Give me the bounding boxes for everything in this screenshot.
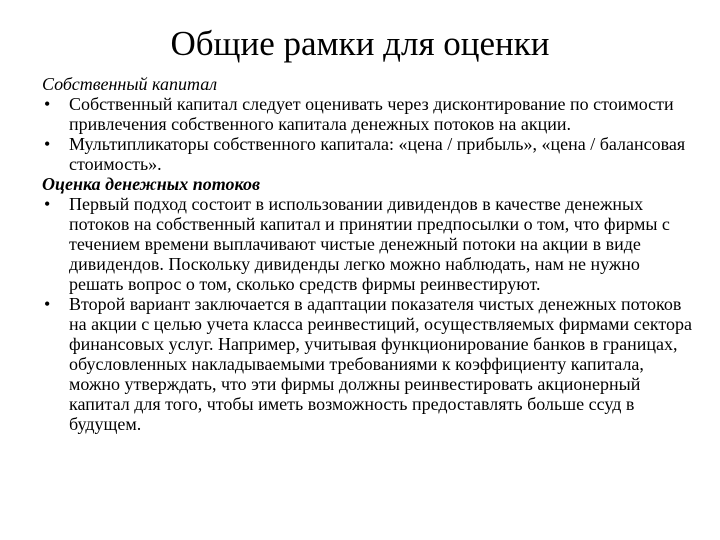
bullet-marker: • [44, 194, 51, 214]
slide-content [42, 74, 692, 434]
bullet-text: Собственный капитал следует оценивать через дисконтирование по стоимости привлечения собственного капитала денежных потоков на акции. [69, 94, 674, 134]
bullet-item [42, 94, 692, 134]
bullet-text: Мультипликаторы собственного капитала: «цена / прибыль», «цена / балансовая стоимость». [69, 134, 686, 174]
bullet-item [42, 194, 692, 294]
bullet-text: Второй вариант заключается в адаптации показателя чистых денежных потоков на акции с целью учета класса реинвестиций, осуществляемых фирмами сектора финансовых услуг. Например, учитывая функционирование банков в границах, обусловленных накладываемыми требованиями к коэффициенту капитала, можно утверждать, что эти фирмы должны реинвестировать акционерный капитал для того, чтобы иметь возможность предоставлять больше ссуд в будущем. [69, 294, 692, 434]
bullet-item [42, 134, 692, 174]
section-heading-cash-flows: Оценка денежных потоков [42, 174, 260, 194]
section-heading-equity: Собственный капитал [42, 74, 218, 94]
bullet-marker: • [44, 294, 51, 314]
bullet-item [42, 294, 692, 434]
bullet-marker: • [44, 134, 51, 154]
bullet-list-cash-flows [42, 194, 692, 434]
bullet-list-equity [42, 94, 692, 174]
bullet-text: Первый подход состоит в использовании дивидендов в качестве денежных потоков на собственный капитал и принятии предпосылки о том, что фирмы с течением времени выплачивают чистые денежный потоки на акции в виде дивидендов. Поскольку дивиденды легко можно наблюдать, нам не нужно решать вопрос о том, сколько средств фирмы реинвестируют. [69, 194, 670, 294]
slide-title: Общие рамки для оценки [170, 24, 550, 63]
bullet-marker: • [44, 94, 51, 114]
